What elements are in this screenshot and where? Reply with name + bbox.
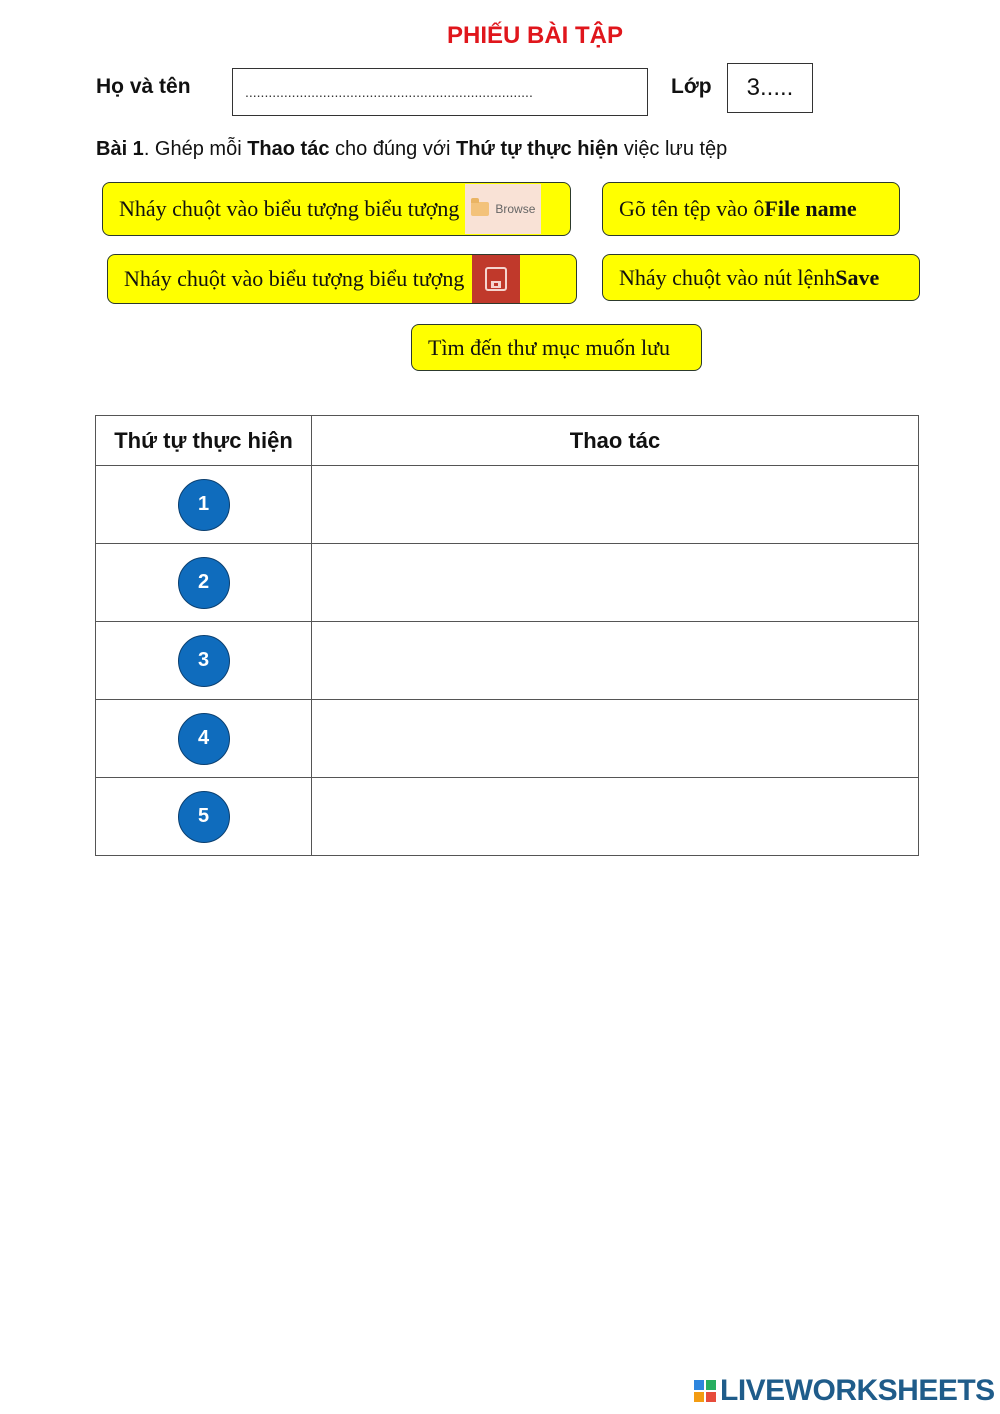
- step-number-badge: 1: [178, 479, 230, 531]
- order-cell: [96, 778, 312, 856]
- card-click-save-button[interactable]: [602, 254, 920, 301]
- browse-icon-label: Browse: [495, 202, 536, 216]
- column-header-order: Thứ tự thực hiện: [96, 416, 312, 466]
- drop-zone[interactable]: [312, 700, 919, 778]
- drop-zone[interactable]: [312, 466, 919, 544]
- card-text: Gõ tên tệp vào ô: [619, 196, 765, 221]
- drop-zone[interactable]: [312, 778, 919, 856]
- card-click-save-icon[interactable]: [107, 254, 577, 304]
- step-number-badge: 5: [178, 791, 230, 843]
- drop-zone[interactable]: [312, 544, 919, 622]
- table-row: [96, 778, 919, 856]
- instruction-text: [96, 138, 727, 161]
- name-label: Họ và tên: [96, 75, 191, 98]
- table-row: [96, 622, 919, 700]
- order-cell: [96, 466, 312, 544]
- instruction-fragment: việc lưu tệp: [618, 138, 728, 160]
- step-number-badge: 2: [178, 557, 230, 609]
- card-click-browse[interactable]: [102, 182, 571, 236]
- liveworksheets-logo-icon: [694, 1380, 716, 1402]
- answer-table: [95, 415, 919, 856]
- exercise-number: Bài 1: [96, 138, 144, 160]
- brand-text: LIVEWORKSHEETS: [720, 1374, 995, 1407]
- card-text: Nháy chuột vào nút lệnh: [619, 264, 836, 290]
- card-text-bold: Save: [835, 264, 880, 290]
- card-text: Nháy chuột vào biểu tượng biểu tượng: [124, 266, 465, 291]
- floppy-disk-icon: [472, 255, 520, 303]
- table-row: [96, 466, 919, 544]
- card-type-filename[interactable]: [602, 182, 900, 236]
- table-header-row: [96, 416, 919, 466]
- column-header-action: Thao tác: [312, 416, 919, 466]
- instruction-keyword-order: Thứ tự thực hiện: [455, 138, 619, 160]
- folder-icon: [471, 202, 489, 216]
- card-text: Nháy chuột vào biểu tượng biểu tượng: [119, 196, 460, 221]
- order-cell: [96, 622, 312, 700]
- order-cell: [96, 544, 312, 622]
- instruction-fragment: . Ghép mỗi: [143, 138, 248, 160]
- instruction-keyword-action: Thao tác: [247, 138, 330, 160]
- class-field[interactable]: 3.....: [727, 63, 813, 113]
- liveworksheets-brand: [694, 1374, 995, 1408]
- name-field[interactable]: ..........................................................................: [232, 68, 648, 116]
- table-row: [96, 544, 919, 622]
- order-cell: [96, 700, 312, 778]
- class-label: Lớp: [671, 75, 712, 98]
- browse-icon: [465, 184, 541, 234]
- drop-zone[interactable]: [312, 622, 919, 700]
- card-find-folder[interactable]: [411, 324, 702, 371]
- step-number-badge: 3: [178, 635, 230, 687]
- page-title: PHIẾU BÀI TẬP: [446, 22, 623, 49]
- table-row: [96, 700, 919, 778]
- instruction-fragment: cho đúng với: [329, 138, 456, 160]
- card-text: Tìm đến thư mục muốn lưu: [428, 334, 670, 360]
- card-text-bold: File name: [764, 196, 857, 221]
- step-number-badge: 4: [178, 713, 230, 765]
